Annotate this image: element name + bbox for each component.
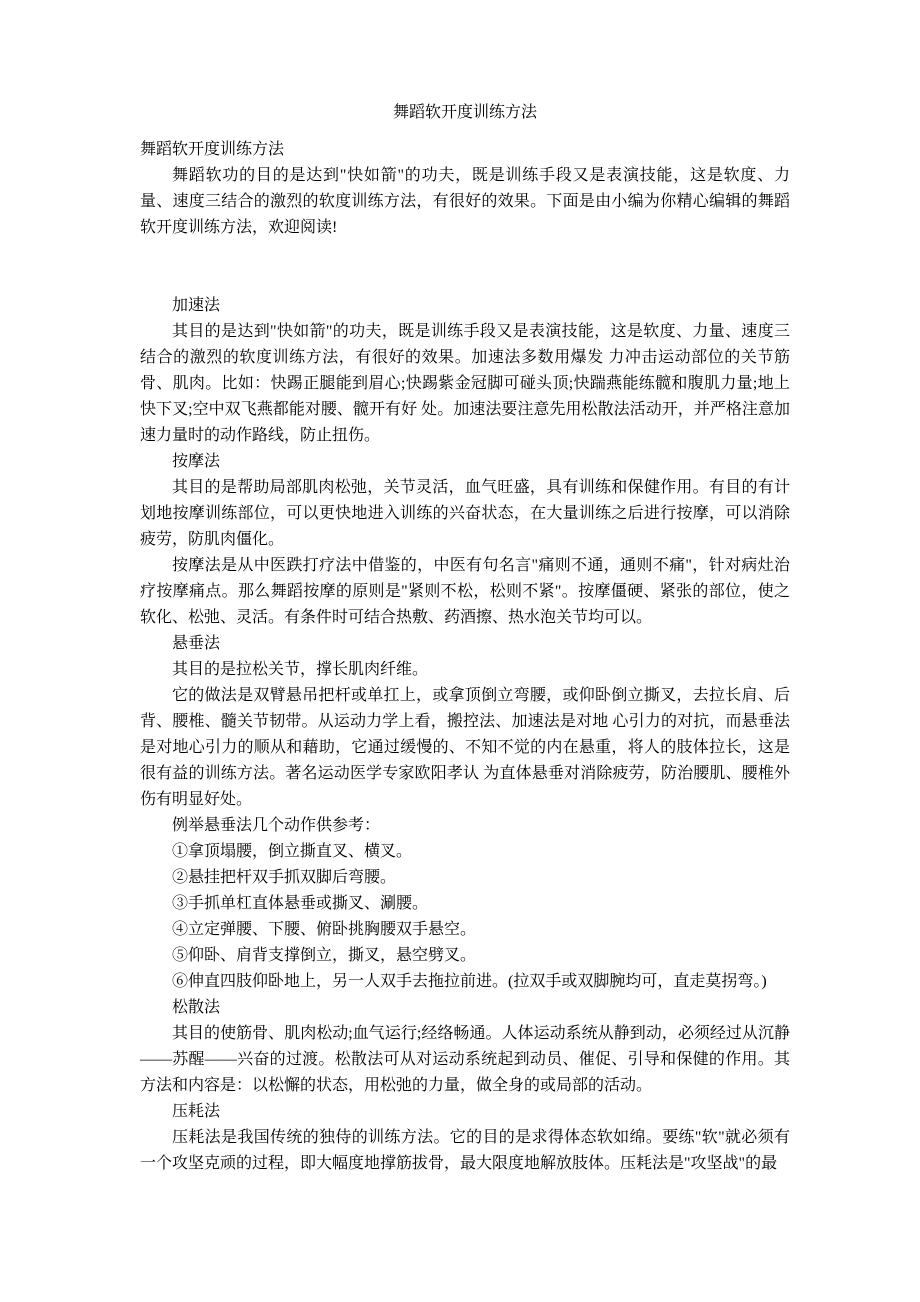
- paragraph: 其目的是帮助局部肌肉松弛，关节灵活，血气旺盛，具有训练和保健作用。有目的有计划地按摩训练部位，可以更快地进入训练的兴奋状态，在大量训练之后进行按摩，可以消除疲劳，防肌肉僵化。: [140, 479, 790, 548]
- list-item: ③手抓单杠直体悬垂或撕叉、涮腰。: [172, 895, 429, 912]
- section-heading: 悬垂法: [172, 635, 221, 652]
- paragraph: 它的做法是双臂悬吊把杆或单扛上，或拿顶倒立弯腰，或仰卧倒立撕叉，去拉长肩、后背、腰椎、髓关节韧带。从运动力学上看，搬控法、加速法是对地 心引力的对抗，而悬垂法是对地心引力的顺从和藉助，它通过缓慢的、不知不觉的内在悬重，将人的肢体拉长，这是很有益的训练方法。著名运动医学专家欧阳孝认 为直体悬垂对消除疲劳，防治腰肌、腰椎外伤有明显好处。: [140, 687, 790, 808]
- blank-line: [140, 241, 790, 293]
- section-heading: 按摩法: [172, 453, 221, 470]
- list-item: ④立定弹腰、下腰、俯卧挑胸腰双手悬空。: [172, 921, 477, 938]
- paragraph: 其目的使筋骨、肌肉松动;血气运行;经络畅通。人体运动系统从静到动，必须经过从沉静——苏醒——兴奋的过渡。松散法可从对运动系统起到动员、催促、引导和保健的作用。其方法和内容是：以松懈的状态，用松弛的力量，做全身的或局部的活动。: [140, 1025, 790, 1094]
- paragraph: 舞蹈软功的目的是达到"快如箭"的功夫，既是训练手段又是表演技能，这是软度、力量、速度三结合的激烈的软度训练方法，有很好的效果。下面是由小编为你精心编辑的舞蹈软开度训练方法，欢迎阅读!: [140, 167, 790, 236]
- paragraph: 舞蹈软开度训练方法: [140, 141, 285, 158]
- doc-title: 舞蹈软开度训练方法: [392, 104, 537, 121]
- paragraph: 其目的是达到"快如箭"的功夫，既是训练手段又是表演技能，这是软度、力量、速度三结合的激烈的软度训练方法，有很好的效果。加速法多数用爆发 力冲击运动部位的关节筋骨、肌肉。比如：快踢正腿能到眉心;快踢紫金冠脚可碰头顶;快踹燕能练髋和腹肌力量;地上快下叉;空中双飞燕都能对腰、髋开有好 处。加速法要注意先用松散法活动开，并严格注意加速力量时的动作路线，防止扭伤。: [140, 323, 790, 444]
- paragraph: 按摩法是从中医跌打疗法中借鉴的，中医有句名言"痛则不通，通则不痛"，针对病灶治疗按摩痛点。那么舞蹈按摩的原则是"紧则不松，松则不紧"。按摩僵硬、紧张的部位，使之软化、松弛、灵活。有条件时可结合热敷、药酒擦、热水泡关节均可以。: [140, 557, 790, 626]
- paragraph: 其目的是拉松关节，撑长肌肉纤维。: [172, 661, 429, 678]
- section-heading: 加速法: [172, 297, 221, 314]
- list-item: ①拿顶塌腰，倒立撕直叉、横叉。: [172, 843, 413, 860]
- list-item: ⑤仰卧、肩背支撑倒立，撕叉，悬空劈叉。: [172, 947, 477, 964]
- paragraph: 压耗法是我国传统的独侍的训练方法。它的目的是求得体态软如绵。要练"软"就必须有一个攻坚克顽的过程，即大幅度地撑筋拔骨，最大限度地解放肢体。压耗法是"攻坚战"的最: [140, 1129, 790, 1172]
- list-item: ②悬挂把杆双手抓双脚后弯腰。: [172, 869, 397, 886]
- paragraph: 例举悬垂法几个动作供参考：: [172, 817, 381, 834]
- section-heading: 松散法: [172, 999, 221, 1016]
- list-item: ⑥伸直四肢仰卧地上，另一人双手去拖拉前进。(拉双手或双脚腕均可，直走莫拐弯。): [172, 973, 767, 990]
- section-heading: 压耗法: [172, 1103, 221, 1120]
